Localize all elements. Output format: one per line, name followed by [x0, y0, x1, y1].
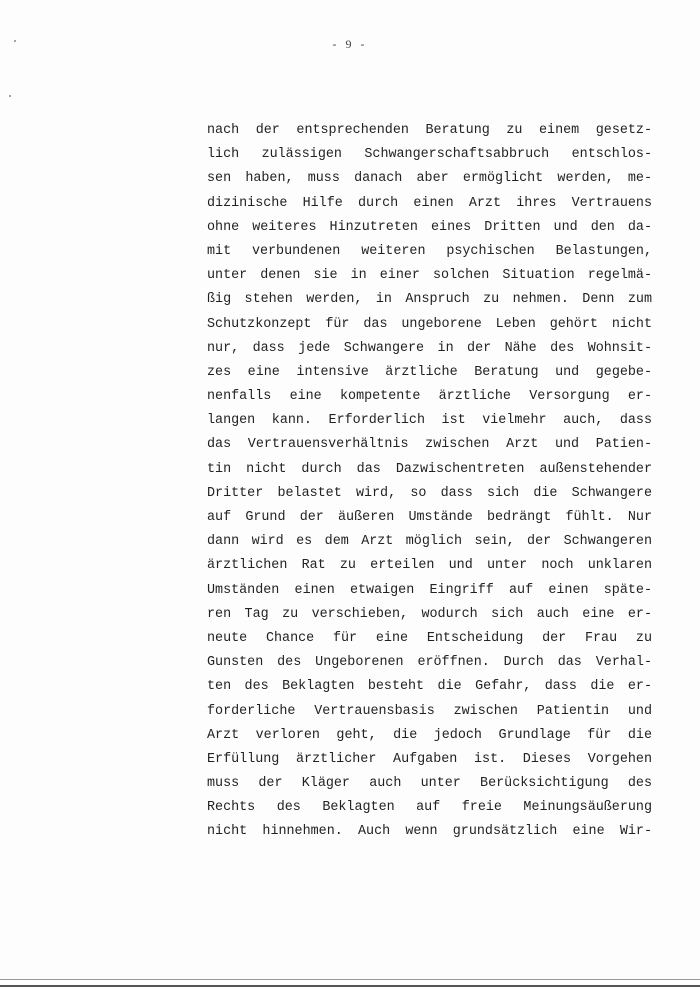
- text-line: zes eine intensive ärztliche Beratung und gegebe-: [207, 364, 652, 380]
- page-number: - 9 -: [332, 37, 368, 51]
- text-line: ren Tag zu verschieben, wodurch sich auch eine er-: [207, 606, 652, 622]
- scan-edge-line: [0, 985, 700, 987]
- text-line: Umständen einen etwaigen Eingriff auf einen späte-: [207, 582, 652, 598]
- text-line: ohne weiteres Hinzutreten eines Dritten und den da-: [207, 219, 652, 235]
- text-line: Rechts des Beklagten auf freie Meinungsäußerung: [207, 800, 652, 816]
- text-line: tin nicht durch das Dazwischentreten außenstehender: [207, 461, 652, 477]
- text-line: forderliche Vertrauensbasis zwischen Patientin und: [207, 703, 652, 719]
- text-line: Dritter belastet wird, so dass sich die Schwangere: [207, 485, 652, 501]
- text-line: muss der Kläger auch unter Berücksichtigung des: [207, 776, 652, 792]
- text-line: langen kann. Erforderlich ist vielmehr auch, dass: [207, 413, 652, 429]
- text-line: das Vertrauensverhältnis zwischen Arzt und Patien-: [207, 437, 652, 453]
- text-line: mit verbundenen weiteren psychischen Belastungen,: [207, 243, 652, 259]
- text-line: nenfalls eine kompetente ärztliche Versorgung er-: [207, 389, 652, 405]
- text-line: nur, dass jede Schwangere in der Nähe des Wohnsit-: [207, 340, 652, 356]
- body-text: [207, 119, 652, 845]
- text-line: nicht hinnehmen. Auch wenn grundsätzlich eine Wir-: [207, 824, 652, 840]
- text-line: Schutzkonzept für das ungeborene Leben gehört nicht: [207, 316, 652, 332]
- scan-speck: [9, 95, 11, 97]
- text-line: sen haben, muss danach aber ermöglicht werden, me-: [207, 171, 652, 187]
- text-line: Arzt verloren geht, die jedoch Grundlage für die: [207, 727, 652, 743]
- text-line: auf Grund der äußeren Umstände bedrängt fühlt. Nur: [207, 510, 652, 525]
- text-line: ten des Beklagten besteht die Gefahr, dass die er-: [207, 679, 652, 695]
- scan-edge-line: [0, 979, 700, 980]
- text-line: ßig stehen werden, in Anspruch zu nehmen. Denn zum: [207, 292, 652, 308]
- text-line: nach der entsprechenden Beratung zu einem gesetz-: [207, 123, 652, 138]
- text-line: dizinische Hilfe durch einen Arzt ihres Vertrauens: [207, 195, 652, 211]
- text-line: Erfüllung ärztlicher Aufgaben ist. Dieses Vorgehen: [207, 751, 652, 767]
- text-line: lich zulässigen Schwangerschaftsabbruch entschlos-: [207, 147, 652, 163]
- text-line: neute Chance für eine Entscheidung der Frau zu: [207, 630, 652, 646]
- text-line: ärztlichen Rat zu erteilen und unter noch unklaren: [207, 558, 652, 574]
- text-line: unter denen sie in einer solchen Situation regelmä-: [207, 268, 652, 284]
- text-line: Gunsten des Ungeborenen eröffnen. Durch das Verhal-: [207, 655, 652, 671]
- text-line: dann wird es dem Arzt möglich sein, der Schwangeren: [207, 534, 652, 550]
